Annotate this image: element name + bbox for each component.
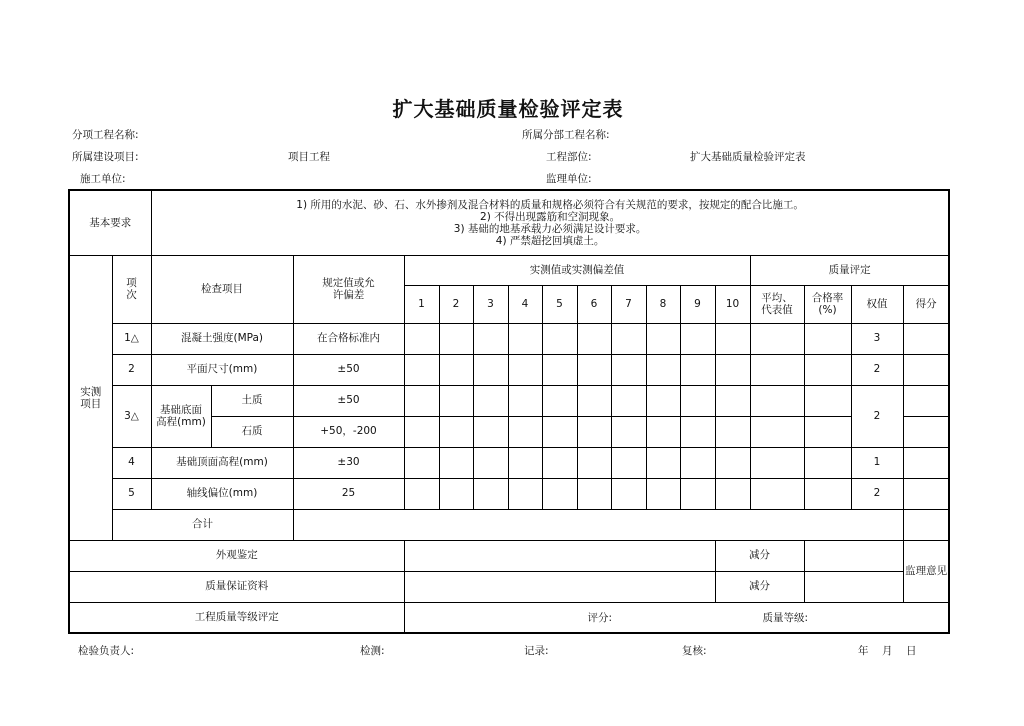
measure-cell[interactable]	[611, 478, 646, 509]
measure-cell[interactable]	[439, 447, 473, 478]
requirements-text	[151, 190, 949, 255]
measure-cell[interactable]	[646, 416, 680, 447]
weight-value: 2	[851, 385, 903, 447]
spec-value: 在合格标准内	[293, 323, 404, 354]
pass-rate-cell[interactable]	[804, 478, 851, 509]
measure-cell[interactable]	[508, 478, 542, 509]
item-no: 1△	[112, 323, 151, 354]
measure-cell[interactable]	[611, 447, 646, 478]
sub-project-label: 分项工程名称:	[72, 129, 139, 141]
col-measured-group: 实测值或实测偏差值	[404, 255, 750, 285]
col-average: 平均、代表值	[750, 285, 804, 323]
deduction-label: 减分	[715, 540, 804, 571]
grade-assessment-label: 工程质量等级评定	[69, 602, 404, 633]
measure-cell[interactable]	[680, 354, 715, 385]
measure-cell[interactable]	[646, 385, 680, 416]
measure-col: 4	[508, 285, 542, 323]
deduction-label: 减分	[715, 571, 804, 602]
measure-cell[interactable]	[715, 478, 750, 509]
spec-value: +50，-200	[293, 416, 404, 447]
spec-value: 25	[293, 478, 404, 509]
pass-rate-cell[interactable]	[804, 447, 851, 478]
weight-value: 2	[851, 478, 903, 509]
score-cell[interactable]	[903, 354, 949, 385]
quality-assessment-table	[68, 189, 950, 634]
measure-cell[interactable]	[611, 416, 646, 447]
measure-cell[interactable]	[646, 478, 680, 509]
average-cell[interactable]	[750, 447, 804, 478]
measure-cell[interactable]	[439, 416, 473, 447]
measure-col: 1	[404, 285, 439, 323]
measure-cell[interactable]	[439, 385, 473, 416]
requirement-line: 2) 不得出现露筋和空洞现象。	[480, 210, 621, 223]
measure-cell[interactable]	[473, 354, 508, 385]
total-label: 合计	[112, 509, 293, 540]
docs-cell[interactable]	[404, 571, 715, 602]
measure-cell[interactable]	[542, 416, 577, 447]
score-label: 评分:	[587, 611, 613, 624]
average-cell[interactable]	[750, 323, 804, 354]
grade-assessment-cell[interactable]	[404, 602, 949, 633]
measure-cell[interactable]	[508, 447, 542, 478]
measure-cell[interactable]	[680, 416, 715, 447]
measure-cell[interactable]	[611, 385, 646, 416]
total-cell[interactable]	[293, 509, 903, 540]
record-label: 记录:	[524, 645, 549, 657]
appearance-cell[interactable]	[404, 540, 715, 571]
col-item-no: 项次	[112, 255, 151, 323]
measure-cell[interactable]	[680, 447, 715, 478]
col-spec: 规定值或允许偏差	[293, 255, 404, 323]
requirements-label: 基本要求	[69, 190, 151, 255]
measure-cell[interactable]	[508, 354, 542, 385]
quality-grade-label: 质量等级:	[762, 611, 809, 624]
measure-cell[interactable]	[404, 447, 439, 478]
measure-col: 5	[542, 285, 577, 323]
measure-cell[interactable]	[715, 323, 750, 354]
score-cell[interactable]	[903, 447, 949, 478]
supervisor-opinion-label: 监理意见	[903, 540, 949, 602]
measure-col: 2	[439, 285, 473, 323]
contractor-label: 施工单位:	[80, 173, 126, 185]
measure-col: 6	[577, 285, 611, 323]
inspector-label: 检验负责人:	[78, 645, 135, 657]
page-title: 扩大基础质量检验评定表	[392, 97, 624, 121]
col-score: 得分	[903, 285, 949, 323]
pass-rate-cell[interactable]	[804, 354, 851, 385]
measure-cell[interactable]	[508, 416, 542, 447]
measured-items-label: 实测项目	[69, 255, 112, 540]
measure-cell[interactable]	[715, 385, 750, 416]
check-item: 基础顶面高程(mm)	[151, 447, 293, 478]
measure-cell[interactable]	[646, 354, 680, 385]
work-part-value: 扩大基础质量检验评定表	[690, 151, 806, 163]
measure-cell[interactable]	[473, 478, 508, 509]
measure-cell[interactable]	[542, 478, 577, 509]
pass-rate-cell[interactable]	[804, 385, 851, 416]
score-cell[interactable]	[903, 323, 949, 354]
deduction-cell[interactable]	[804, 540, 903, 571]
measure-cell[interactable]	[404, 385, 439, 416]
measure-cell[interactable]	[611, 354, 646, 385]
score-cell[interactable]	[903, 478, 949, 509]
month-label: 月	[882, 645, 893, 657]
sub-item: 石质	[211, 416, 293, 447]
requirement-line: 4) 严禁超挖回填虚土。	[495, 234, 605, 247]
spec-value: ±30	[293, 447, 404, 478]
score-cell[interactable]	[903, 385, 949, 416]
measure-col: 7	[611, 285, 646, 323]
measure-cell[interactable]	[646, 447, 680, 478]
check-item: 平面尺寸(mm)	[151, 354, 293, 385]
average-cell[interactable]	[750, 354, 804, 385]
measure-col: 8	[646, 285, 680, 323]
item-no: 5	[112, 478, 151, 509]
deduction-cell[interactable]	[804, 571, 903, 602]
measure-cell[interactable]	[439, 323, 473, 354]
measure-cell[interactable]	[473, 385, 508, 416]
measure-cell[interactable]	[542, 354, 577, 385]
measure-cell[interactable]	[404, 323, 439, 354]
docs-label: 质量保证资料	[69, 571, 404, 602]
review-label: 复核:	[682, 645, 707, 657]
construction-project-label: 所属建设项目:	[72, 151, 139, 163]
check-item: 基础底面高程(mm)	[151, 385, 211, 447]
measure-cell[interactable]	[577, 478, 611, 509]
weight-value: 1	[851, 447, 903, 478]
work-part-label: 工程部位:	[546, 151, 592, 163]
measure-col: 10	[715, 285, 750, 323]
supervisor-unit-label: 监理单位:	[546, 173, 592, 185]
measure-cell[interactable]	[646, 323, 680, 354]
measure-cell[interactable]	[508, 385, 542, 416]
measure-cell[interactable]	[542, 323, 577, 354]
measure-cell[interactable]	[439, 478, 473, 509]
pass-rate-cell[interactable]	[804, 416, 851, 447]
measure-cell[interactable]	[680, 478, 715, 509]
measure-cell[interactable]	[577, 323, 611, 354]
measure-cell[interactable]	[577, 447, 611, 478]
measure-cell[interactable]	[577, 416, 611, 447]
measure-cell[interactable]	[611, 323, 646, 354]
average-cell[interactable]	[750, 416, 804, 447]
measure-cell[interactable]	[439, 354, 473, 385]
check-item: 轴线偏位(mm)	[151, 478, 293, 509]
detect-label: 检测:	[360, 645, 385, 657]
average-cell[interactable]	[750, 478, 804, 509]
weight-value: 3	[851, 323, 903, 354]
measure-cell[interactable]	[473, 323, 508, 354]
col-weight: 权值	[851, 285, 903, 323]
col-pass-rate: 合格率(%)	[804, 285, 851, 323]
item-no: 2	[112, 354, 151, 385]
measure-cell[interactable]	[715, 354, 750, 385]
pass-rate-cell[interactable]	[804, 323, 851, 354]
measure-cell[interactable]	[542, 447, 577, 478]
measure-cell[interactable]	[473, 416, 508, 447]
item-no: 4	[112, 447, 151, 478]
measure-cell[interactable]	[680, 323, 715, 354]
appearance-label: 外观鉴定	[69, 540, 404, 571]
sub-item: 土质	[211, 385, 293, 416]
construction-project-value: 项目工程	[288, 151, 330, 163]
measure-col: 9	[680, 285, 715, 323]
measure-cell[interactable]	[542, 385, 577, 416]
item-no: 3△	[112, 385, 151, 447]
day-label: 日	[906, 645, 917, 657]
measure-cell[interactable]	[404, 354, 439, 385]
measure-cell[interactable]	[577, 354, 611, 385]
score-cell[interactable]	[903, 416, 949, 447]
measure-cell[interactable]	[404, 416, 439, 447]
weight-value: 2	[851, 354, 903, 385]
col-quality-group: 质量评定	[750, 255, 949, 285]
check-item: 混凝土强度(MPa)	[151, 323, 293, 354]
parent-project-label: 所属分部工程名称:	[522, 129, 610, 141]
spec-value: ±50	[293, 385, 404, 416]
measure-cell[interactable]	[715, 416, 750, 447]
measure-cell[interactable]	[715, 447, 750, 478]
col-check-item: 检查项目	[151, 255, 293, 323]
measure-cell[interactable]	[508, 323, 542, 354]
measure-cell[interactable]	[404, 478, 439, 509]
year-label: 年	[858, 645, 869, 657]
requirement-line: 1) 所用的水泥、砂、石、水外掺剂及混合材料的质量和规格必须符合有关规范的要求，按规定的配合比施工。	[296, 198, 804, 211]
measure-cell[interactable]	[577, 385, 611, 416]
measure-cell[interactable]	[680, 385, 715, 416]
measure-col: 3	[473, 285, 508, 323]
measure-cell[interactable]	[473, 447, 508, 478]
spec-value: ±50	[293, 354, 404, 385]
requirement-line: 3) 基础的地基承载力必须满足设计要求。	[453, 222, 647, 235]
average-cell[interactable]	[750, 385, 804, 416]
